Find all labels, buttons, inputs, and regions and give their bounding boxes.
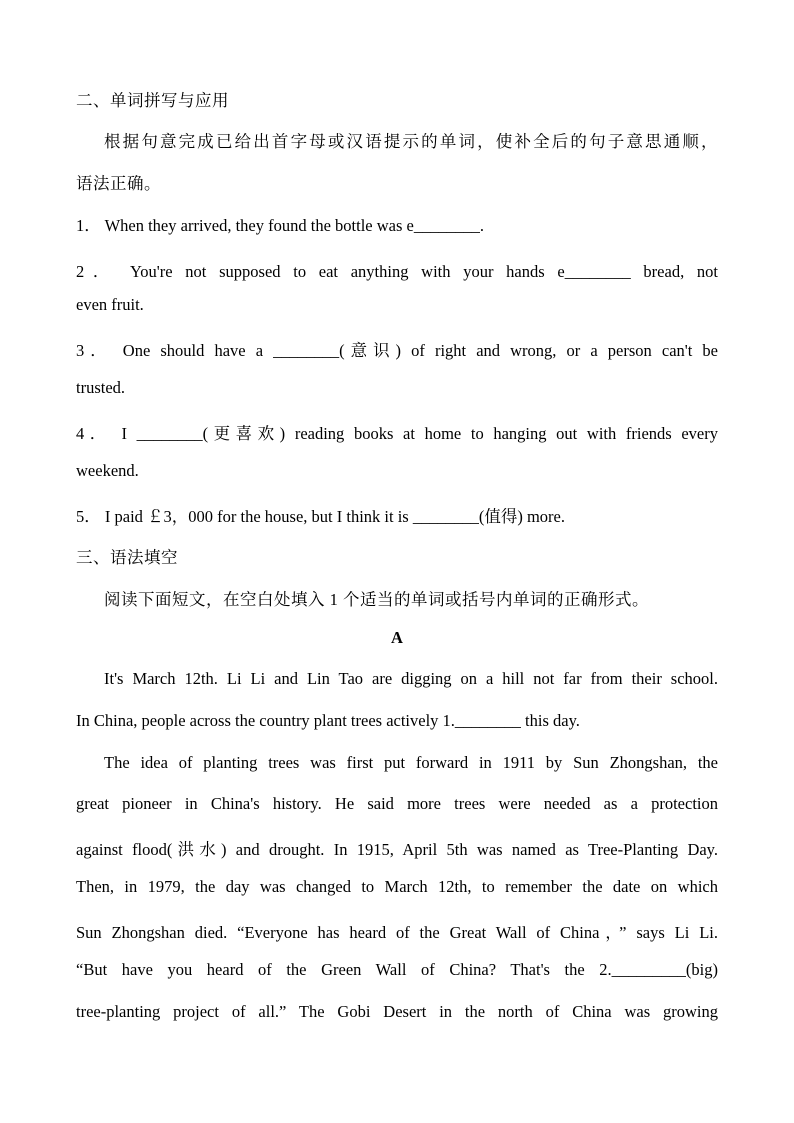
passage-p2-line-4: Then, in 1979, the day was changed to March 12th, to remember the date on which [76, 877, 718, 896]
question-3-line-2: trusted. [76, 378, 126, 397]
section-2-instruction-line-2: 语法正确。 [76, 174, 161, 193]
passage-title: A [391, 628, 403, 647]
passage-p1-line-2: In China, people across the country plant trees actively 1.________ this day. [76, 711, 580, 730]
passage-p2-line-6: “But have you heard of the Green Wall of China? That's the 2._________(big) [76, 960, 718, 979]
passage-p2-line-7: tree-planting project of all.” The Gobi Desert in the north of China was growing [76, 1002, 718, 1021]
section-3-instruction: 阅读下面短文，在空白处填入 1 个适当的单词或括号内单词的正确形式。 [104, 590, 649, 609]
section-2-heading: 二、单词拼写与应用 [76, 91, 229, 110]
section-2-instruction-line-1: 根据句意完成已给出首字母或汉语提示的单词，使补全后的句子意思通顺， [104, 132, 718, 151]
question-4-line-1: 4． I ________(更喜欢) reading books at home to hanging out with friends every [76, 424, 718, 443]
passage-p2-line-2: great pioneer in China's history. He said more trees were needed as a protection [76, 794, 718, 813]
section-3-heading: 三、语法填空 [76, 548, 178, 567]
question-2-line-1: 2． You're not supposed to eat anything with your hands e________ bread, not [76, 262, 718, 281]
question-2-line-2: even fruit. [76, 295, 144, 314]
passage-p2-line-1: The idea of planting trees was first put forward in 1911 by Sun Zhongshan, the [104, 753, 718, 772]
passage-p2-line-5: Sun Zhongshan died. “Everyone has heard of the Great Wall of China，” says Li Li. [76, 923, 718, 942]
question-1: 1． When they arrived, they found the bottle was e________. [76, 216, 484, 235]
question-4-line-2: weekend. [76, 461, 139, 480]
passage-p1-line-1: It's March 12th. Li Li and Lin Tao are digging on a hill not far from their school. [104, 669, 718, 688]
question-5: 5． I paid ￡3，000 for the house, but I think it is ________(值得) more. [76, 507, 565, 526]
passage-p2-line-3: against flood(洪水) and drought. In 1915, April 5th was named as Tree-Planting Day. [76, 840, 718, 859]
question-3-line-1: 3． One should have a ________(意识) of right and wrong, or a person can't be [76, 341, 718, 360]
